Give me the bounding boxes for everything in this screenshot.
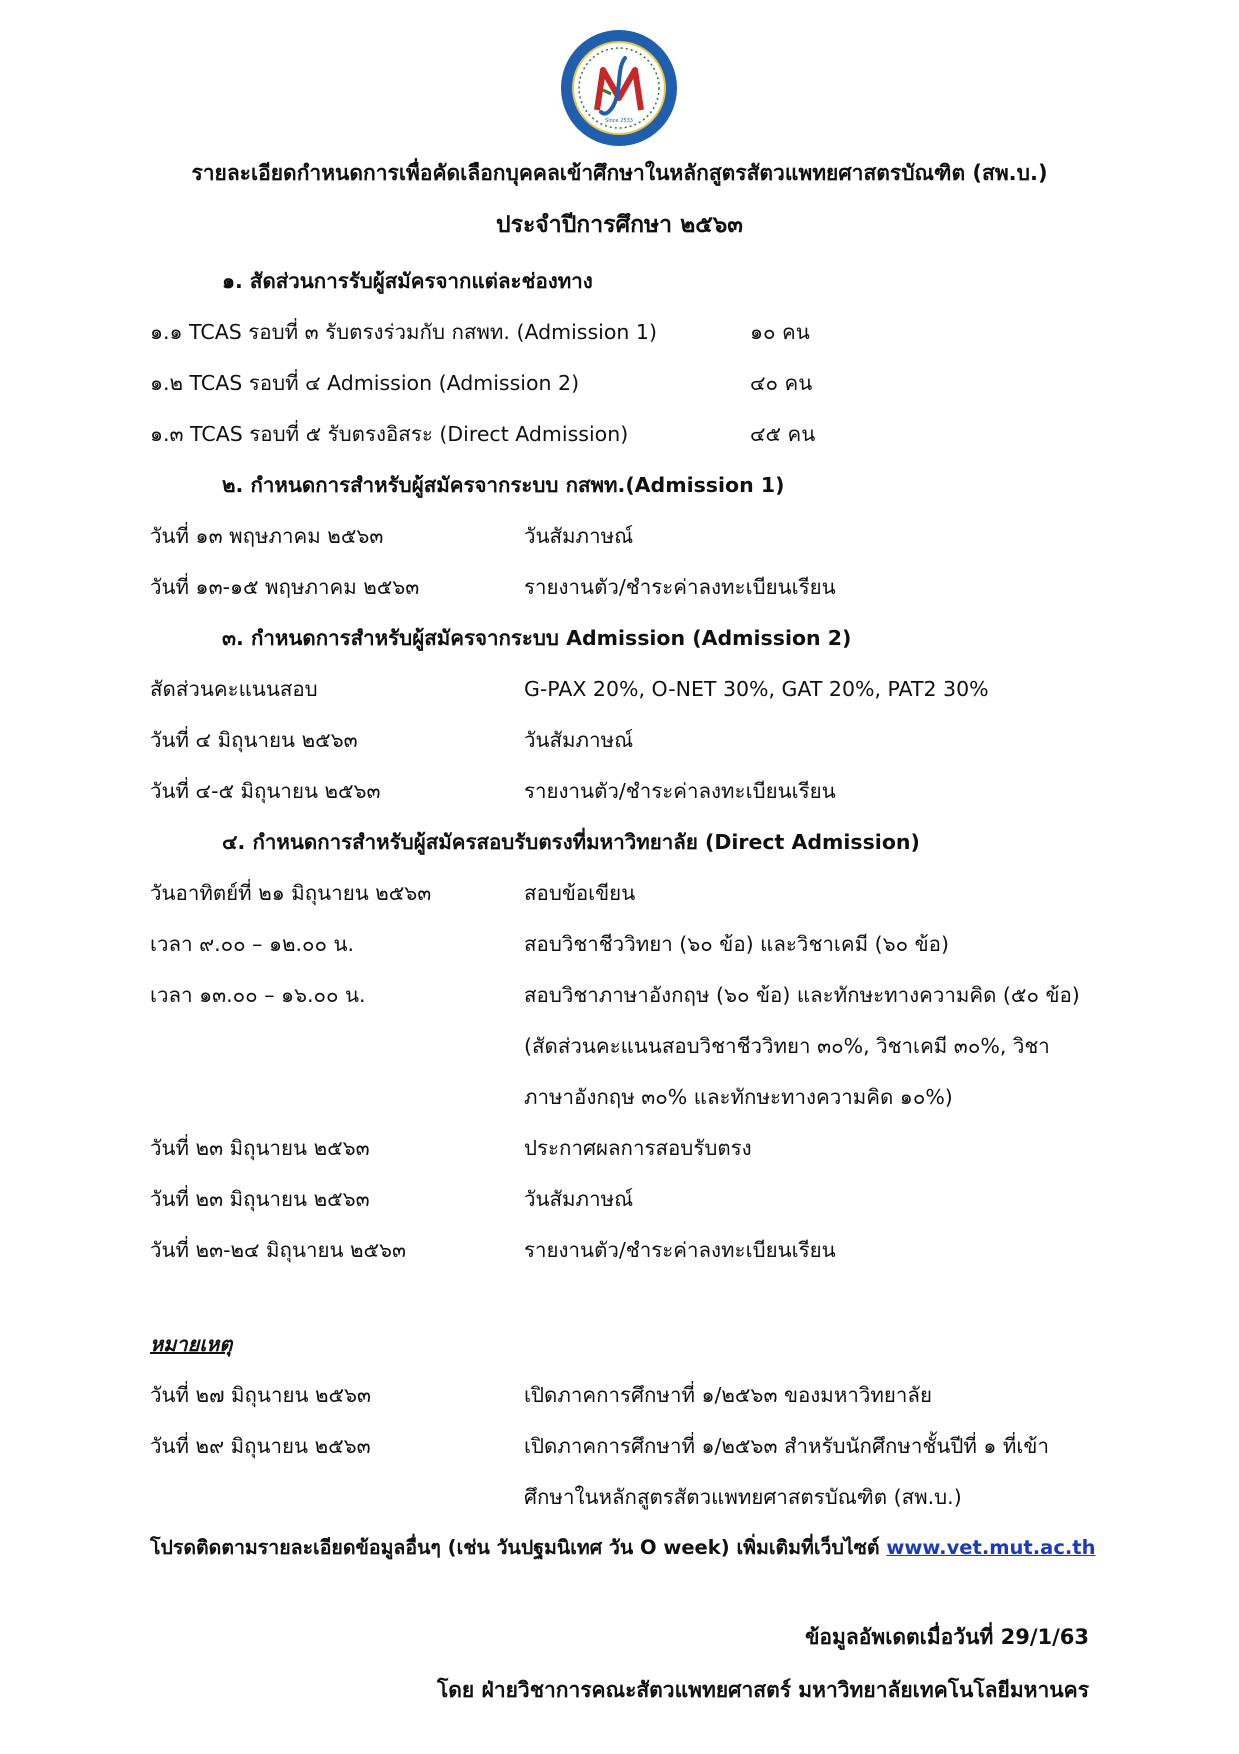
remark-text: ศึกษาในหลักสูตรสัตวแพทยศาสตรบัณฑิต (สพ.บ.) — [524, 1485, 962, 1509]
quota-channel: ๑.๑ TCAS รอบที่ ๓ รับตรงร่วมกับ กสพท. (Admission 1) — [150, 320, 657, 344]
schedule-date: เวลา ๑๓.๐๐ – ๑๖.๐๐ น. — [150, 983, 366, 1007]
document-title: รายละเอียดกำหนดการเพื่อคัดเลือกบุคคลเข้าศึกษาในหลักสูตรสัตวแพทยศาสตรบัณฑิต (สพ.บ.) — [191, 161, 1048, 185]
schedule-event: สอบวิชาชีววิทยา (๖๐ ข้อ) และวิชาเคมี (๖๐ ข้อ) — [524, 932, 949, 956]
follow-up-note — [150, 1533, 1096, 1563]
follow-up-text: โปรดติดตามรายละเอียดข้อมูลอื่นๆ (เช่น วันปฐมนิเทศ วัน O week) เพิ่มเติมที่เว็บไซต์ — [150, 1536, 887, 1559]
schedule-date: วันที่ ๒๓-๒๔ มิถุนายน ๒๕๖๓ — [150, 1238, 407, 1262]
updated-date: ข้อมูลอัพเดตเมื่อวันที่ 29/1/63 — [805, 1625, 1089, 1649]
website-link[interactable]: www.vet.mut.ac.th — [886, 1536, 1096, 1559]
quota-count: ๑๐ คน — [750, 320, 810, 344]
schedule-date: วันที่ ๒๓ มิถุนายน ๒๕๖๓ — [150, 1136, 370, 1160]
remark-text: เปิดภาคการศึกษาที่ ๑/๒๕๖๓ ของมหาวิทยาลัย — [524, 1383, 932, 1407]
schedule-event: วันสัมภาษณ์ — [524, 524, 634, 548]
remark-date: วันที่ ๒๗ มิถุนายน ๒๕๖๓ — [150, 1383, 372, 1407]
quota-count: ๔๕ คน — [750, 422, 816, 446]
section-heading-1: ๑. สัดส่วนการรับผู้สมัครจากแต่ละช่องทาง — [222, 269, 593, 293]
quota-count: ๔๐ คน — [750, 371, 813, 395]
svg-text:Since 2533: Since 2533 — [605, 118, 633, 124]
remarks-heading: หมายเหตุ — [150, 1332, 233, 1356]
schedule-event: ประกาศผลการสอบรับตรง — [524, 1136, 752, 1160]
schedule-date: วันที่ ๑๓ พฤษภาคม ๒๕๖๓ — [150, 524, 384, 548]
schedule-event: วันสัมภาษณ์ — [524, 728, 634, 752]
remark-text: เปิดภาคการศึกษาที่ ๑/๒๕๖๓ สำหรับนักศึกษาชั้นปีที่ ๑ ที่เข้า — [524, 1434, 1049, 1458]
section-heading-3: ๓. กำหนดการสำหรับผู้สมัครจากระบบ Admission (Admission 2) — [222, 626, 852, 650]
schedule-date: วันอาทิตย์ที่ ๒๑ มิถุนายน ๒๕๖๓ — [150, 881, 432, 905]
remark-date: วันที่ ๒๙ มิถุนายน ๒๕๖๓ — [150, 1434, 371, 1458]
schedule-event: G-PAX 20%, O-NET 30%, GAT 20%, PAT2 30% — [524, 677, 989, 701]
schedule-date: วันที่ ๔-๕ มิถุนายน ๒๕๖๓ — [150, 779, 381, 803]
schedule-date: วันที่ ๑๓-๑๕ พฤษภาคม ๒๕๖๓ — [150, 575, 420, 599]
schedule-event: รายงานตัว/ชำระค่าลงทะเบียนเรียน — [524, 575, 836, 599]
schedule-event: รายงานตัว/ชำระค่าลงทะเบียนเรียน — [524, 779, 836, 803]
schedule-event: ภาษาอังกฤษ ๓๐% และทักษะทางความคิด ๑๐%) — [524, 1085, 953, 1109]
schedule-date: เวลา ๙.๐๐ – ๑๒.๐๐ น. — [150, 932, 355, 956]
schedule-event: รายงานตัว/ชำระค่าลงทะเบียนเรียน — [524, 1238, 836, 1262]
quota-channel: ๑.๓ TCAS รอบที่ ๕ รับตรงอิสระ (Direct Admission) — [150, 422, 629, 446]
schedule-date: สัดส่วนคะแนนสอบ — [150, 677, 318, 701]
document-subtitle: ประจำปีการศึกษา ๒๕๖๓ — [496, 212, 743, 238]
section-heading-2: ๒. กำหนดการสำหรับผู้สมัครจากระบบ กสพท.(Admission 1) — [222, 473, 785, 497]
schedule-date: วันที่ ๒๓ มิถุนายน ๒๕๖๓ — [150, 1187, 370, 1211]
faculty-logo — [559, 28, 679, 148]
schedule-event: วันสัมภาษณ์ — [524, 1187, 634, 1211]
quota-channel: ๑.๒ TCAS รอบที่ ๔ Admission (Admission 2) — [150, 371, 580, 395]
schedule-event: (สัดส่วนคะแนนสอบวิชาชีววิทยา ๓๐%, วิชาเคมี ๓๐%, วิชา — [524, 1034, 1050, 1058]
schedule-date: วันที่ ๔ มิถุนายน ๒๕๖๓ — [150, 728, 358, 752]
schedule-event: สอบวิชาภาษาอังกฤษ (๖๐ ข้อ) และทักษะทางความคิด (๕๐ ข้อ) — [524, 983, 1080, 1007]
issuer: โดย ฝ่ายวิชาการคณะสัตวแพทยศาสตร์ มหาวิทยาลัยเทคโนโลยีมหานคร — [436, 1678, 1089, 1702]
schedule-event: สอบข้อเขียน — [524, 881, 636, 905]
section-heading-4: ๔. กำหนดการสำหรับผู้สมัครสอบรับตรงที่มหาวิทยาลัย (Direct Admission) — [222, 830, 920, 854]
